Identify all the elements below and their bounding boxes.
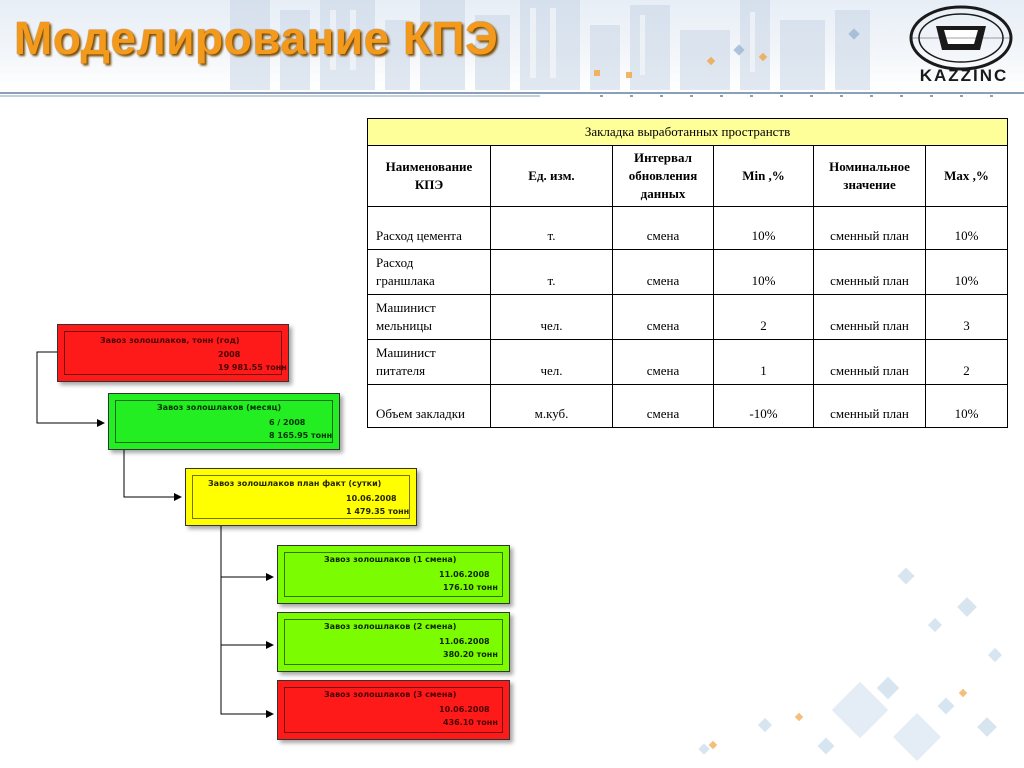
cell-unit: чел. [491,295,613,340]
cell-name: Объем закладки [368,385,491,428]
box-title: Завоз золошлаков (месяц) [157,403,282,412]
connector-day-s3 [221,645,273,714]
cell-min: -10% [714,385,814,428]
cell-nominal: сменный план [814,207,926,250]
cell-max: 3 [926,295,1008,340]
box-month[interactable] [108,393,340,450]
column-header-max: Max ,% [926,146,1008,207]
cell-name: Расход цемента [368,207,491,250]
box-date: 6 / 2008 [269,418,306,427]
cell-interval: смена [613,207,714,250]
cell-name: Расход граншлака [368,250,491,295]
cell-nominal: сменный план [814,340,926,385]
table-row [368,385,1008,428]
cell-min: 1 [714,340,814,385]
box-value: 19 981.55 тонн [218,363,287,372]
cell-name: Машинист питателя [368,340,491,385]
cell-interval: смена [613,385,714,428]
connector-day-s2 [221,577,273,645]
header-divider [0,90,1024,100]
box-title: Завоз золошлаков план факт (сутки) [208,479,382,488]
cell-min: 10% [714,250,814,295]
table-row [368,250,1008,295]
box-shift-1[interactable] [277,545,510,604]
box-title: Завоз золошлаков, тонн (год) [100,336,240,345]
box-shift-3[interactable] [277,680,510,740]
slide-header [0,0,1024,90]
cell-nominal: сменный план [814,250,926,295]
connector-day-s1 [221,526,273,577]
cell-min: 10% [714,207,814,250]
box-date: 10.06.2008 [439,705,490,714]
table-header-row [368,146,1008,207]
cell-max: 2 [926,340,1008,385]
column-header-min: Min ,% [714,146,814,207]
table-caption: Закладка выработанных пространств [368,119,1008,146]
cell-interval: смена [613,295,714,340]
cell-min: 2 [714,295,814,340]
logo-wordmark: KAZZINC [919,66,1009,85]
box-value: 436.10 тонн [443,718,498,727]
table-row [368,295,1008,340]
box-day[interactable] [185,468,417,526]
box-title: Завоз золошлаков (2 смена) [324,622,457,631]
connector-month-day [124,450,181,497]
cell-nominal: сменный план [814,295,926,340]
box-value: 1 479.35 тонн [346,507,410,516]
cell-unit: м.куб. [491,385,613,428]
cell-unit: т. [491,250,613,295]
column-header-unit: Ед. изм. [491,146,613,207]
box-year[interactable] [57,324,289,382]
cell-unit: чел. [491,340,613,385]
cell-nominal: сменный план [814,385,926,428]
box-date: 11.06.2008 [439,637,490,646]
slide-title: Моделирование КПЭ [14,12,499,64]
column-header-nominal: Номинальное значение [814,146,926,207]
box-value: 176.10 тонн [443,583,498,592]
table-row [368,340,1008,385]
cell-interval: смена [613,250,714,295]
table-row [368,207,1008,250]
column-header-name: Наименование КПЭ [368,146,491,207]
cell-max: 10% [926,207,1008,250]
box-title: Завоз золошлаков (1 смена) [324,555,457,564]
box-shift-2[interactable] [277,612,510,672]
cell-unit: т. [491,207,613,250]
box-date: 11.06.2008 [439,570,490,579]
box-value: 380.20 тонн [443,650,498,659]
box-date: 10.06.2008 [346,494,397,503]
cell-max: 10% [926,250,1008,295]
box-date: 2008 [218,350,241,359]
cell-name: Машинист мельницы [368,295,491,340]
cell-interval: смена [613,340,714,385]
box-title: Завоз золошлаков (3 смена) [324,690,457,699]
box-value: 8 165.95 тонн [269,431,333,440]
column-header-interval: Интервал обновления данных [613,146,714,207]
kpe-table [367,118,1008,428]
cell-max: 10% [926,385,1008,428]
